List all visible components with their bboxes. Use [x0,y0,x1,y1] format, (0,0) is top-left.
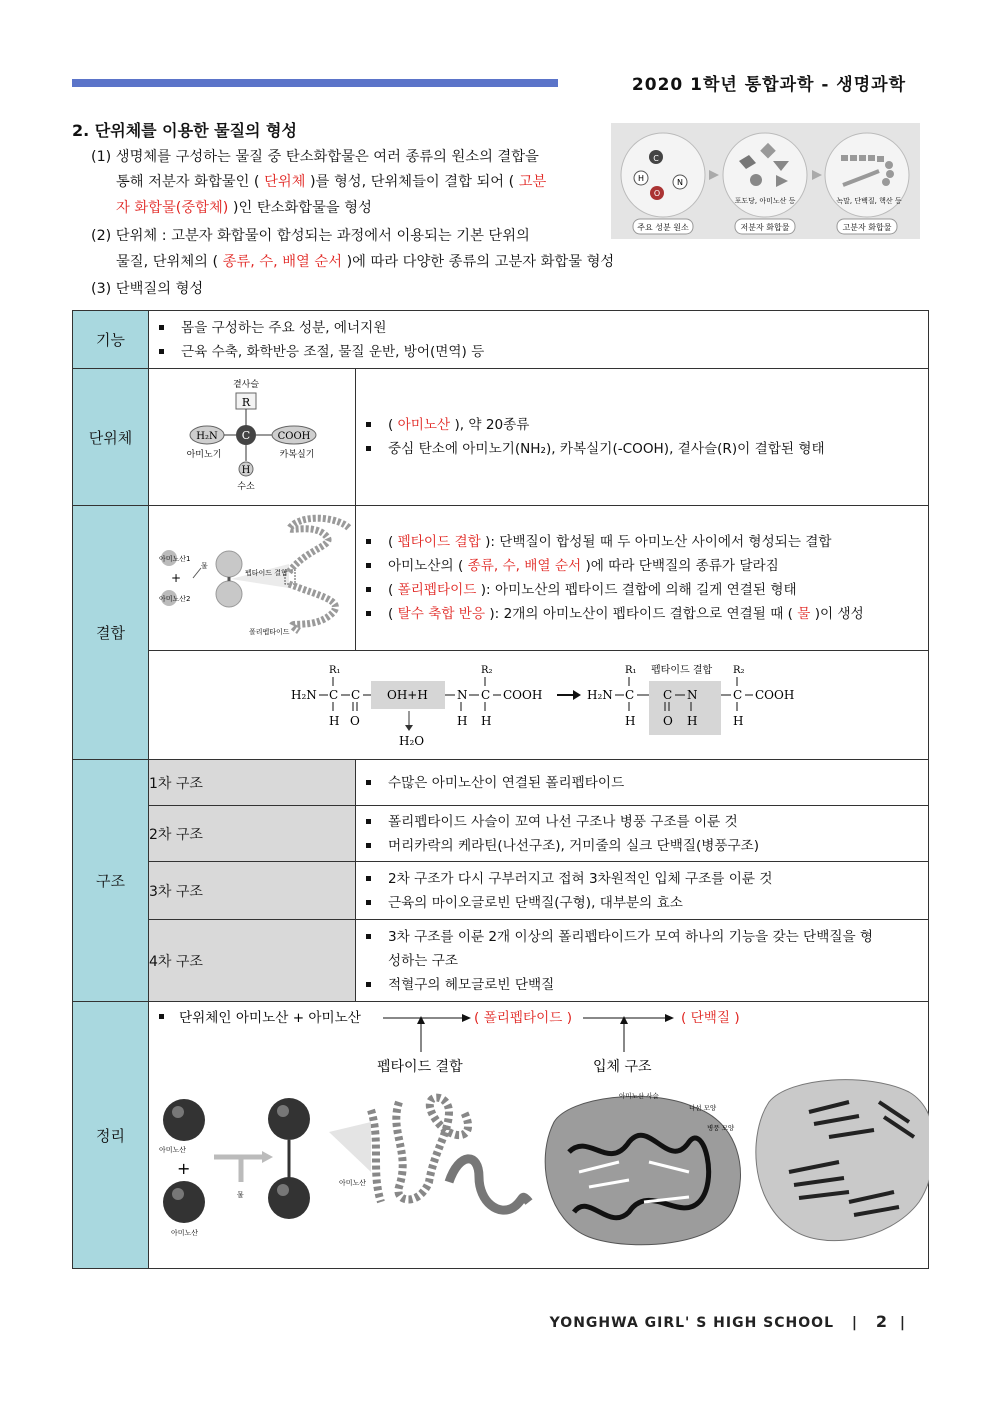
peptide-bond-figure [149,506,355,646]
table-row-bond [73,506,929,651]
list-item: 수많은 아미노산이 연결된 폴리펩타이드 [388,771,928,795]
svg-text:C: C [733,688,743,702]
row-label-monomer: 단위체 [73,369,149,506]
svg-text:병풍 모양: 병풍 모양 [707,1124,735,1132]
svg-text:입체 구조: 입체 구조 [593,1059,652,1075]
svg-text:H: H [457,714,468,728]
svg-text:곁사슬: 곁사슬 [232,380,260,390]
page-number: 2 [875,1312,888,1331]
list-item: 폴리펩타이드 사슬이 꼬여 나선 구조나 병풍 구조를 이룬 것 [388,810,928,834]
table-row-monomer [73,369,929,506]
svg-text:아미노산 사슬: 아미노산 사슬 [619,1092,659,1100]
svg-text:물: 물 [201,562,208,570]
svg-text:카복실기: 카복실기 [279,450,315,460]
svg-text:+: + [171,571,182,585]
protein-formation-summary-figure [149,1002,929,1264]
section-title: 2. 단위체를 이용한 물질의 형성 [72,121,297,140]
svg-text:수소: 수소 [237,482,255,492]
svg-text:N: N [687,688,698,702]
svg-text:H₂N: H₂N [587,688,613,702]
amino-acid-structure-figure [149,369,355,501]
list-item: 2차 구조가 다시 구부러지고 접혀 3차원적인 입체 구조를 이룬 것 [388,867,928,891]
svg-text:아미노산: 아미노산 [339,1179,367,1187]
table-row-function [73,311,929,369]
protein-table [72,310,929,1269]
table-row-summary [73,1002,929,1269]
svg-text:COOH: COOH [755,688,795,702]
svg-text:고분자 화합물: 고분자 화합물 [842,223,892,232]
svg-text:단위체인 아미노산 + 아미노산: 단위체인 아미노산 + 아미노산 [179,1010,361,1026]
svg-text:폴리펩타이드: 폴리펩타이드 [249,628,290,636]
para-3: (3) 단백질의 형성 [91,281,204,297]
row-label-function: 기능 [73,311,149,369]
table-row-structure-2 [73,806,929,862]
svg-text:R₂: R₂ [481,665,493,676]
list-item: 근육의 마이오글로빈 단백질(구형), 대부분의 효소 [388,891,928,915]
school-name: YONGHWA GIRL' S HIGH SCHOOL [549,1315,834,1331]
svg-text:R: R [241,396,251,409]
list-item: 아미노산의 ( 종류, 수, 배열 순서 )에 따라 단백질의 종류가 달라짐 [388,554,928,578]
svg-text:R₁: R₁ [329,665,341,676]
para-2-line-1: (2) 단위체 : 고분자 화합물이 합성되는 과정에서 이용되는 기본 단위의 [91,228,530,244]
para-1-line-2: 통해 저분자 화합물인 ( 단위체 )를 형성, 단위체들이 결합 되어 ( 고분 [116,174,547,190]
svg-text:( 단백질 ): ( 단백질 ) [681,1010,740,1026]
list-item: 3차 구조를 이룬 2개 이상의 폴리펩타이드가 모여 하나의 기능을 갖는 단백질을 형 성하는 구조 [388,925,928,973]
structure-level-name: 1차 구조 [149,760,356,806]
list-item: ( 탈수 축합 반응 ): 2개의 아미노산이 펩타이드 결합으로 연결될 때 ( 물 )이 생성 [388,602,928,626]
element-to-polymer-figure [611,123,920,239]
svg-text:H₂N: H₂N [291,688,317,702]
structure-level-name: 2차 구조 [149,806,356,862]
list-item: 적혈구의 헤모글로빈 단백질 [388,973,928,997]
list-item: ( 펩타이드 결합 ): 단백질이 합성될 때 두 아미노산 사이에서 형성되는 결합 [388,530,928,554]
svg-text:COOH: COOH [503,688,543,702]
svg-text:저분자 화합물: 저분자 화합물 [740,223,790,232]
svg-text:H: H [329,714,340,728]
svg-text:펩타이드 결합: 펩타이드 결합 [377,1059,463,1075]
svg-text:아미노산: 아미노산 [159,1146,187,1154]
svg-text:H: H [733,714,744,728]
row-label-bond: 결합 [73,506,149,760]
svg-text:포도당, 아미노산 등: 포도당, 아미노산 등 [734,197,796,205]
svg-text:H₂N: H₂N [196,431,218,442]
dehydration-equation [149,651,929,755]
svg-text:나선 모양: 나선 모양 [689,1104,717,1112]
table-row-structure-4 [73,920,929,1002]
svg-text:N: N [677,178,683,187]
svg-text:H: H [241,465,251,476]
row-label-structure: 구조 [73,760,149,1002]
svg-text:아미노산: 아미노산 [171,1229,199,1237]
svg-text:아미노산2: 아미노산2 [159,595,191,603]
svg-text:C: C [481,688,491,702]
svg-text:O: O [663,714,673,728]
para-1-line-3: 자 화합물(중합체) )인 탄소화합물을 형성 [116,200,372,216]
svg-text:펩타이드 결합: 펩타이드 결합 [245,569,288,577]
svg-text:COOH: COOH [277,431,311,442]
svg-text:C: C [351,688,361,702]
svg-text:C: C [329,688,339,702]
svg-text:C: C [653,154,659,163]
svg-text:H: H [481,714,492,728]
svg-text:C: C [663,688,673,702]
svg-text:R₂: R₂ [733,665,745,676]
table-row-bond-equation [73,651,929,760]
list-item: 머리카락의 케라틴(나선구조), 거미줄의 실크 단백질(병풍구조) [388,834,928,858]
list-item: 몸을 구성하는 주요 성분, 에너지원 [181,316,928,340]
svg-text:H: H [637,174,645,183]
list-item: ( 아미노산 ), 약 20종류 [388,413,928,437]
page-header-title: 2020 1학년 통합과학 - 생명과학 [631,75,906,95]
svg-text:H: H [687,714,698,728]
svg-text:( 폴리펩타이드 ): ( 폴리펩타이드 ) [474,1010,573,1026]
svg-text:물: 물 [237,1191,244,1199]
svg-text:C: C [241,429,251,442]
list-item: 중심 탄소에 아미노기(NH₂), 카복실기(-COOH), 곁사슬(R)이 결합된 형태 [388,437,928,461]
table-row-structure-3 [73,862,929,920]
structure-level-name: 3차 구조 [149,862,356,920]
svg-text:N: N [457,688,468,702]
svg-text:아미노기: 아미노기 [186,450,222,460]
list-item: ( 폴리펩타이드 ): 아미노산의 펩타이드 결합에 의해 길게 연결된 형태 [388,578,928,602]
list-item: 근육 수축, 화학반응 조절, 물질 운반, 방어(면역) 등 [181,340,928,364]
svg-text:H₂O: H₂O [399,734,425,748]
page-footer: YONGHWA GIRL' S HIGH SCHOOL | 2 | [549,1312,906,1331]
structure-level-name: 4차 구조 [149,920,356,1002]
para-2-line-2: 물질, 단위체의 ( 종류, 수, 배열 순서 )에 따라 다양한 종류의 고분자 화합물 형성 [116,254,615,270]
table-row-structure-1 [73,760,929,806]
svg-text:펩타이드 결합: 펩타이드 결합 [651,665,713,676]
svg-text:H: H [625,714,636,728]
svg-text:C: C [625,688,635,702]
svg-text:+: + [177,1159,191,1178]
svg-text:OH+H: OH+H [387,688,428,702]
svg-text:녹말, 단백질, 핵산 등: 녹말, 단백질, 핵산 등 [836,197,902,205]
svg-text:주요 성분 원소: 주요 성분 원소 [637,223,689,232]
para-1-line-1: (1) 생명체를 구성하는 물질 중 탄소화합물은 여러 종류의 원소의 결합을 [91,149,539,165]
header-accent-bar [72,79,558,87]
svg-text:아미노산1: 아미노산1 [159,555,191,563]
svg-text:O: O [350,714,360,728]
svg-text:O: O [653,189,661,198]
svg-text:R₁: R₁ [625,665,637,676]
row-label-summary: 정리 [73,1002,149,1269]
